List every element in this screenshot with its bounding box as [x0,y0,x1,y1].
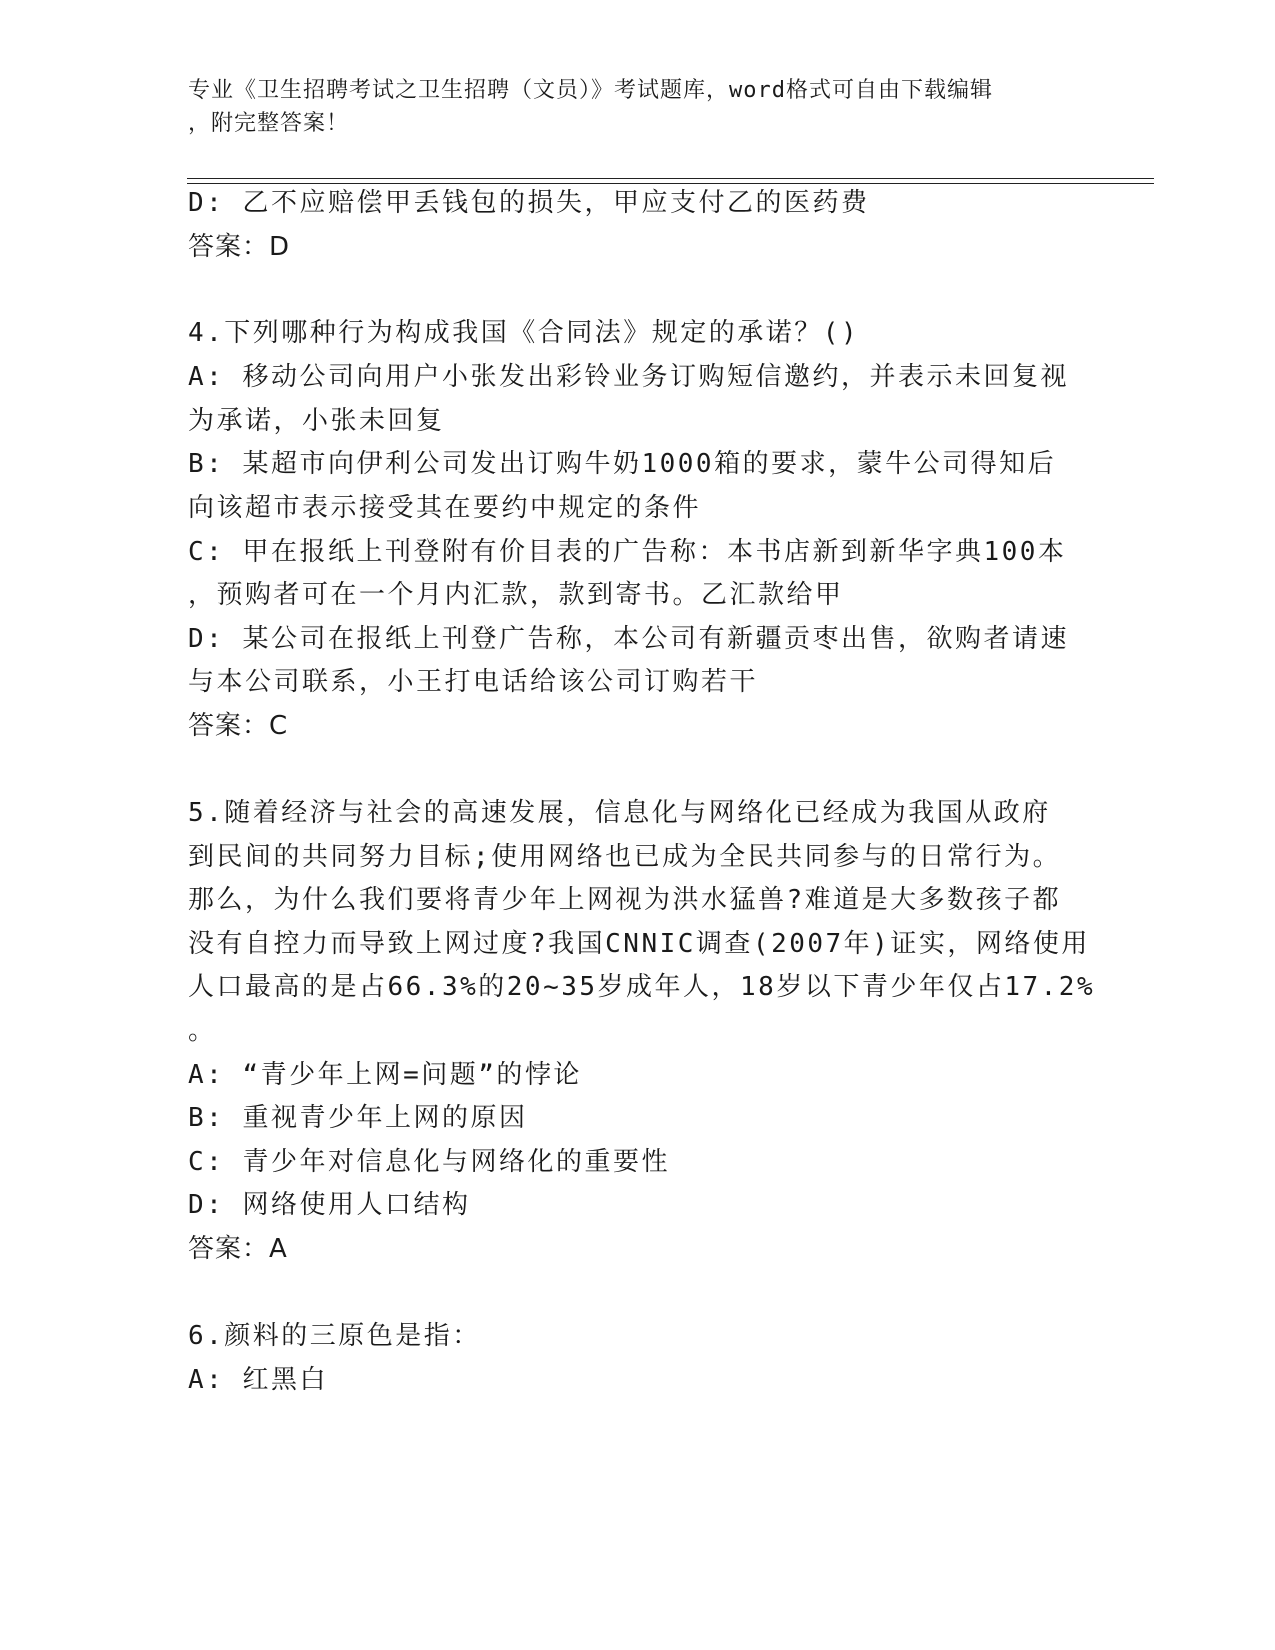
header-divider-bottom [187,183,1154,184]
q5-answer: 答案：A [188,1234,288,1264]
q6-option-a: A: 红黑白 [188,1365,328,1395]
q5-question-line-5: 人口最高的是占66.3%的20~35岁成年人，18岁以下青少年仅占17.2% [188,972,1096,1002]
q5-question-line-1: 5.随着经济与社会的高速发展，信息化与网络化已经成为我国从政府 [188,798,1051,828]
q5-option-c: C: 青少年对信息化与网络化的重要性 [188,1147,670,1177]
q5-question-line-6: 。 [188,1016,217,1046]
q5-question-line-4: 没有自控力而导致上网过度?我国CNNIC调查(2007年)证实，网络使用 [188,929,1090,959]
q4-question: 4.下列哪种行为构成我国《合同法》规定的承诺？() [188,318,860,348]
q4-option-a-line-2: 为承诺，小张未回复 [188,406,445,436]
q4-option-a-line-1: A: 移动公司向用户小张发出彩铃业务订购短信邀约，并表示未回复视 [188,362,1069,392]
q4-option-b-line-2: 向该超市表示接受其在要约中规定的条件 [188,493,702,523]
q3-answer: 答案：D [188,232,291,262]
q4-option-b-line-1: B: 某超市向伊利公司发出订购牛奶1000箱的要求，蒙牛公司得知后 [188,449,1057,479]
q5-option-d: D: 网络使用人口结构 [188,1190,471,1220]
header-line-2: ，附完整答案！ [188,111,350,136]
q6-question: 6.颜料的三原色是指： [188,1321,481,1351]
q4-answer: 答案：C [188,711,289,741]
header-line-1: 专业《卫生招聘考试之卫生招聘（文员）》考试题库，word格式可自由下载编辑 [188,78,993,103]
header-divider-top [187,178,1154,179]
q4-option-c-line-1: C: 甲在报纸上刊登附有价目表的广告称：本书店新到新华字典100本 [188,537,1067,567]
q4-option-c-line-2: ，预购者可在一个月内汇款，款到寄书。乙汇款给甲 [188,580,844,610]
q4-option-d-line-1: D: 某公司在报纸上刊登广告称，本公司有新疆贡枣出售，欲购者请速 [188,624,1069,654]
q5-option-a: A: “青少年上网=问题”的悖论 [188,1060,582,1090]
q5-question-line-2: 到民间的共同努力目标;使用网络也已成为全民共同参与的日常行为。 [188,842,1062,872]
q3-option-d: D: 乙不应赔偿甲丢钱包的损失，甲应支付乙的医药费 [188,188,870,218]
q5-option-b: B: 重视青少年上网的原因 [188,1103,528,1133]
document-header [188,74,1088,140]
q4-option-d-line-2: 与本公司联系，小王打电话给该公司订购若干 [188,667,759,697]
q5-question-line-3: 那么，为什么我们要将青少年上网视为洪水猛兽?难道是大多数孩子都 [188,885,1062,915]
